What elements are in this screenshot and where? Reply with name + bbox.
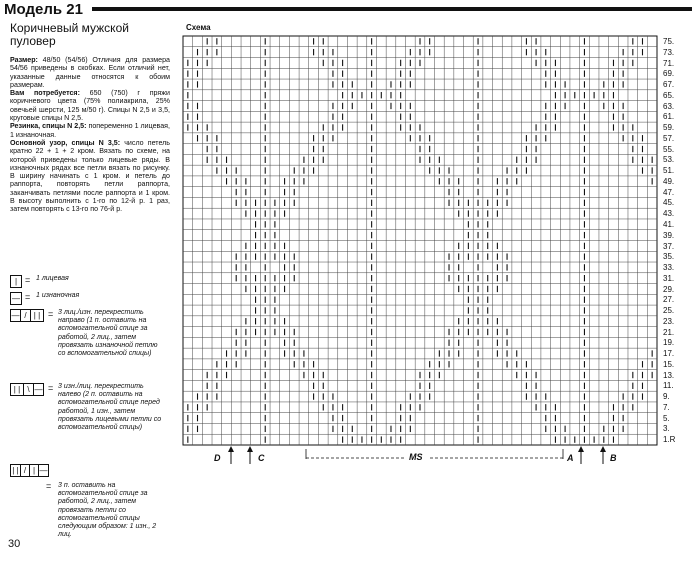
cross-left-symbol-cell: | |	[11, 384, 24, 395]
row-label: 17.	[663, 349, 675, 359]
row-label: 67.	[663, 80, 675, 90]
row-label: 25.	[663, 306, 675, 316]
row-label: 75.	[663, 37, 675, 46]
row-label: 69.	[663, 69, 675, 79]
main-pattern-text: число петель кратно 22 + 1 + 2 кром. Вязать по схеме, на которой приведены только лицевые ряды. В изнаночных рядах все петли вязать по рисунку. В ширину начинать с 1 кром. и петель до раппорта, повторять петли раппорта, заканчивать петлями после раппорта и 1 кром. В высоту выполнить с 1-го по 12-й р. 1 раз, затем повторять с 13-го по 76-й р.	[10, 138, 170, 214]
row-label: 11.	[663, 381, 674, 391]
row-label: 13.	[663, 370, 675, 380]
row-label: 47.	[663, 187, 675, 197]
legend-equals: =	[48, 383, 54, 393]
row-label: 49.	[663, 176, 675, 186]
row-label: 37.	[663, 241, 675, 251]
cross-right-symbol-cell: /	[21, 310, 31, 321]
main-pattern-label: Основной узор, спицы N 3,5:	[10, 138, 121, 147]
row-label: 45.	[663, 198, 675, 208]
legend-text-knit: 1 лицевая	[36, 275, 69, 282]
cross-right-symbol-cell: | |	[33, 311, 41, 320]
row-label: 61.	[663, 112, 675, 122]
row-label: 21.	[663, 327, 675, 337]
marker-label-d: D	[214, 453, 221, 463]
legend-text-cross-left: 3 изн./лиц. перекрестить налево (2 п. оставить на вспомогательной спице перед работой, 1 изн., затем провязать лицевыми петли со вспомогательной спицы)	[58, 383, 162, 432]
marker-label-b: B	[610, 453, 617, 463]
knit-symbol-cell: |	[14, 277, 18, 286]
row-label: 63.	[663, 101, 675, 111]
legend-text-cable-3: 3 п. оставить на вспомогательной спице за работой, 2 лиц., затем провязать петли со вспомогательной спицы следующим образом: 1 изн., 2 лиц.	[58, 482, 157, 539]
model-title: Модель 21	[4, 1, 83, 18]
row-label: 19.	[663, 338, 675, 348]
rib-label: Резинка, спицы N 2,5:	[10, 122, 87, 131]
row-label: 65.	[663, 90, 675, 100]
row-label: 35.	[663, 252, 675, 262]
row-label: 23.	[663, 316, 675, 326]
row-label: 73.	[663, 47, 675, 57]
legend-text-purl: 1 изнаночная	[36, 292, 80, 299]
row-label: 7.	[663, 402, 670, 412]
cross-left-symbol-cell: —	[34, 385, 43, 394]
row-label: 71.	[663, 58, 675, 68]
size-text: 48/50 (54/56)	[42, 56, 88, 64]
marker-label-c: C	[258, 453, 265, 463]
marker-label-ms: MS	[409, 452, 423, 462]
garment-title: Коричневый мужской пуловер	[10, 21, 129, 48]
size-label: Размер:	[10, 56, 38, 64]
legend-text-cross-right: 3 лиц./изн. перекрестить направо (1 п. оставить на вспомогательной спице за работой, 2 лиц., затем провязать изнаночной петлю со вспомогательной спицы)	[58, 309, 158, 358]
row-label: 43.	[663, 209, 675, 219]
row-label: 3.	[663, 424, 670, 434]
page-number: 30	[8, 538, 21, 550]
legend-equals: =	[48, 309, 54, 319]
row-label: 9.	[663, 392, 670, 402]
row-label: 1.R	[663, 435, 676, 445]
materials-label: Вам потребуется:	[10, 89, 80, 98]
marker-arrowhead-b	[600, 446, 606, 452]
cable-3-symbol-cell: |	[30, 465, 39, 476]
materials-text: 650 (750) г пряжи коричневого цвета (75% полиакрила, 25% овечьей шерсти, 125 м/50 г). Спицы N 2,5 и 3,5, круговые спицы N 2,5.	[10, 89, 170, 123]
cross-right-symbol-cell: —	[11, 311, 20, 320]
cable-3-symbol-cell: —	[39, 466, 48, 475]
purl-symbol-cell: —	[12, 294, 20, 303]
row-label: 29.	[663, 284, 675, 294]
row-label: 5.	[663, 413, 670, 423]
marker-arrowhead-c	[247, 446, 253, 452]
cable-3-symbol-cell: /	[21, 465, 30, 476]
row-label: 33.	[663, 263, 675, 273]
row-label: 57.	[663, 133, 675, 143]
legend-equals: =	[25, 292, 31, 302]
row-label: 51.	[663, 166, 675, 176]
schema-title: Схема	[186, 23, 211, 32]
legend-equals: =	[46, 481, 52, 491]
cable-3-symbol-cell: | |	[11, 465, 21, 476]
marker-arrowhead-a	[578, 446, 584, 452]
rib-text: попеременно 1 лицевая, 1 изнаночная.	[10, 122, 170, 139]
row-label: 55.	[663, 144, 675, 154]
row-label: 53.	[663, 155, 675, 165]
row-label: 39.	[663, 230, 675, 240]
size-note: Отличия для размера 54/56 приведены в скобках. Если отличий нет, указанные данные относятся к обоим размерам.	[10, 56, 170, 89]
row-label: 27.	[663, 295, 675, 305]
row-label: 59.	[663, 123, 675, 133]
marker-label-a: A	[567, 453, 574, 463]
cross-left-symbol-cell: \	[24, 384, 34, 395]
row-label: 15.	[663, 359, 675, 369]
legend-equals: =	[25, 275, 31, 285]
row-label: 41.	[663, 219, 675, 229]
marker-arrowhead-d	[228, 446, 234, 452]
row-label: 31.	[663, 273, 675, 283]
